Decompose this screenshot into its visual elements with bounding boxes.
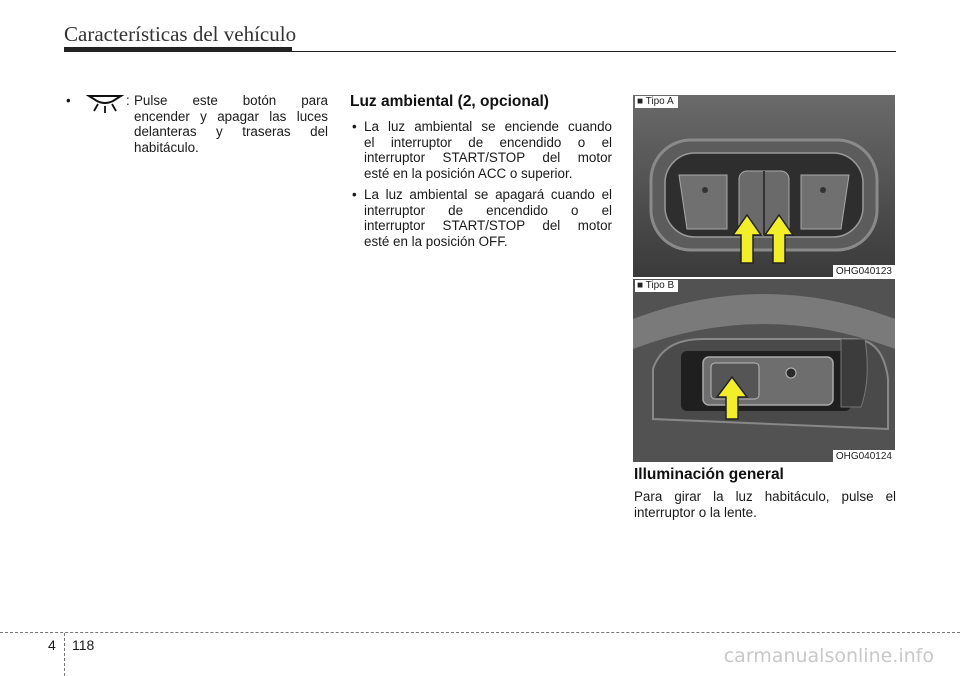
text-line: el interruptor de encendido o el — [364, 134, 612, 150]
footer-divider — [64, 633, 65, 676]
text-line: interruptor START/STOP del motor — [364, 218, 612, 233]
page-header-title: Características del vehículo — [64, 22, 297, 46]
ambient-light-section — [348, 93, 612, 255]
text-line: Pulse este botón para — [134, 93, 328, 108]
text-line: interruptor o la lente. — [634, 504, 757, 520]
footer-rule — [0, 632, 960, 633]
section-heading: Illuminación general — [634, 466, 784, 483]
figure-tag: ■ Tipo A — [635, 96, 678, 108]
page-number: 118 — [72, 637, 95, 653]
figure-type-a — [633, 95, 895, 277]
text-line: habitáculo. — [134, 139, 199, 155]
section-number: 4 — [48, 637, 56, 653]
list-item — [348, 187, 612, 249]
overhead-console-photo — [633, 279, 895, 462]
header-rule — [64, 51, 896, 52]
bullet: • — [66, 93, 71, 108]
intro-description — [134, 93, 328, 155]
text-line: • La luz ambiental se enciende cuando — [364, 119, 612, 134]
text-line: • La luz ambiental se apagará cuando el — [364, 187, 612, 202]
figure-code: OHG040124 — [833, 450, 895, 462]
arrow-up-icon — [731, 213, 801, 265]
text-line: esté en la posición ACC o superior. — [364, 165, 573, 181]
figure-code: OHG040123 — [833, 265, 895, 277]
general-light-text — [634, 489, 896, 520]
text-line: interruptor de encendido o el — [364, 202, 612, 218]
text-line: esté en la posición OFF. — [364, 233, 508, 249]
colon: : — [126, 93, 130, 108]
watermark: carmanualsonline.info — [723, 645, 934, 667]
list-item — [348, 119, 612, 181]
interior-lamp-icon — [86, 91, 124, 115]
figure-tag: ■ Tipo B — [635, 280, 678, 292]
section-heading: Luz ambiental (2, opcional) — [350, 93, 549, 110]
text-line: delanteras y traseras del — [134, 124, 328, 139]
text-line: interruptor START/STOP del motor — [364, 150, 612, 165]
figure-type-b — [633, 279, 895, 462]
arrow-up-icon — [715, 375, 749, 421]
text-line: encender y apagar las luces — [134, 108, 328, 124]
text-line: Para girar la luz habitáculo, pulse el — [634, 489, 896, 504]
